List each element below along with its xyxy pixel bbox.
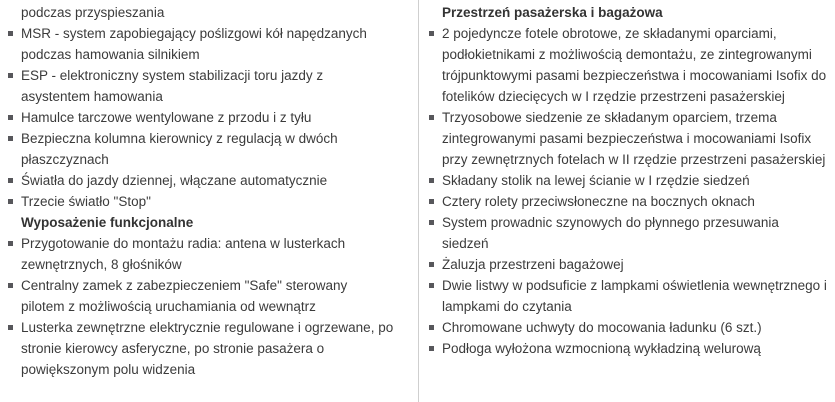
item-text: podczas przyspieszania <box>21 5 165 20</box>
list-item <box>8 170 394 191</box>
list-item <box>429 23 827 107</box>
square-bullet-icon <box>429 115 434 120</box>
list-item <box>429 212 827 254</box>
square-bullet-icon <box>8 136 13 141</box>
item-text: Składany stolik na lewej ścianie w I rzędzie siedzeń <box>442 173 750 188</box>
list-item <box>429 275 827 317</box>
square-bullet-icon <box>429 220 434 225</box>
item-text: Przygotowanie do montażu radia: antena w lusterkach zewnętrznych, 8 głośników <box>21 236 346 272</box>
square-bullet-icon <box>8 241 13 246</box>
item-text: Chromowane uchwyty do mocowania ładunku (6 szt.) <box>442 320 762 335</box>
section-heading <box>8 212 394 233</box>
square-bullet-icon <box>8 199 13 204</box>
square-bullet-icon <box>8 283 13 288</box>
item-text: Hamulce tarczowe wentylowane z przodu i z tyłu <box>21 110 312 125</box>
list-item <box>8 23 394 65</box>
item-text: Cztery rolety przeciwsłoneczne na bocznych oknach <box>442 194 755 209</box>
list-item <box>429 170 827 191</box>
list-item <box>8 317 394 380</box>
section-heading-text: Przestrzeń pasażerska i bagażowa <box>442 5 663 20</box>
section-heading-text: Wyposażenie funkcjonalne <box>21 215 194 230</box>
list-item <box>429 338 827 359</box>
list-item <box>8 233 394 275</box>
item-text: MSR - system zapobiegający poślizgowi kół napędzanych podczas hamowania silnikiem <box>21 26 367 62</box>
equipment-column-right <box>418 0 835 402</box>
list-item <box>429 191 827 212</box>
square-bullet-icon <box>429 325 434 330</box>
square-bullet-icon <box>429 346 434 351</box>
list-item <box>8 65 394 107</box>
square-bullet-icon <box>429 199 434 204</box>
section-heading <box>429 2 827 23</box>
square-bullet-icon <box>8 325 13 330</box>
item-text: 2 pojedyncze fotele obrotowe, ze składanymi oparciami, podłokietnikami z możliwością demontażu, ze zintegrowanymi trójpunktowymi pasami bezpieczeństwa i mocowaniami Isofix do fotelików dziecięcych w I rzędzie przestrzeni pasażerskiej <box>442 26 827 104</box>
square-bullet-icon <box>429 283 434 288</box>
item-text: Żaluzja przestrzeni bagażowej <box>442 257 624 272</box>
item-text: Bezpieczna kolumna kierownicy z regulacją w dwóch płaszczyznach <box>21 131 338 167</box>
item-text: ESP - elektroniczny system stabilizacji toru jazdy z asystentem hamowania <box>21 68 324 104</box>
square-bullet-icon <box>429 262 434 267</box>
item-text: Dwie listwy w podsuficie z lampkami oświetlenia wewnętrznego i lampkami do czytania <box>442 278 827 314</box>
list-item <box>8 128 394 170</box>
item-text: Trzecie światło "Stop" <box>21 194 151 209</box>
square-bullet-icon <box>8 178 13 183</box>
item-text: Trzyosobowe siedzenie ze składanym oparciem, trzema zintegrowanymi pasami bezpieczeństwa i mocowaniami Isofix przy zewnętrznych fotelach w II rzędzie przestrzeni pasażerskiej <box>442 110 826 167</box>
square-bullet-icon <box>8 115 13 120</box>
list-item <box>429 107 827 170</box>
item-text: Lusterka zewnętrzne elektrycznie regulowane i ogrzewane, po stronie kierowcy asferyczne, po stronie pasażera o powiększonym polu widzenia <box>21 320 394 377</box>
list-item <box>429 317 827 338</box>
square-bullet-icon <box>429 178 434 183</box>
square-bullet-icon <box>429 31 434 36</box>
item-text: System prowadnic szynowych do płynnego przesuwania siedzeń <box>442 215 779 251</box>
item-text: Światła do jazdy dziennej, włączane automatycznie <box>21 173 328 188</box>
list-item <box>429 254 827 275</box>
list-item <box>8 191 394 212</box>
list-item <box>8 275 394 317</box>
square-bullet-icon <box>8 31 13 36</box>
continuation-text-line <box>8 2 394 23</box>
item-text: Centralny zamek z zabezpieczeniem "Safe" sterowany pilotem z możliwością uruchamiania od wewnątrz <box>21 278 348 314</box>
item-text: Podłoga wyłożona wzmocnioną wykładziną welurową <box>442 341 761 356</box>
square-bullet-icon <box>8 73 13 78</box>
list-item <box>8 107 394 128</box>
